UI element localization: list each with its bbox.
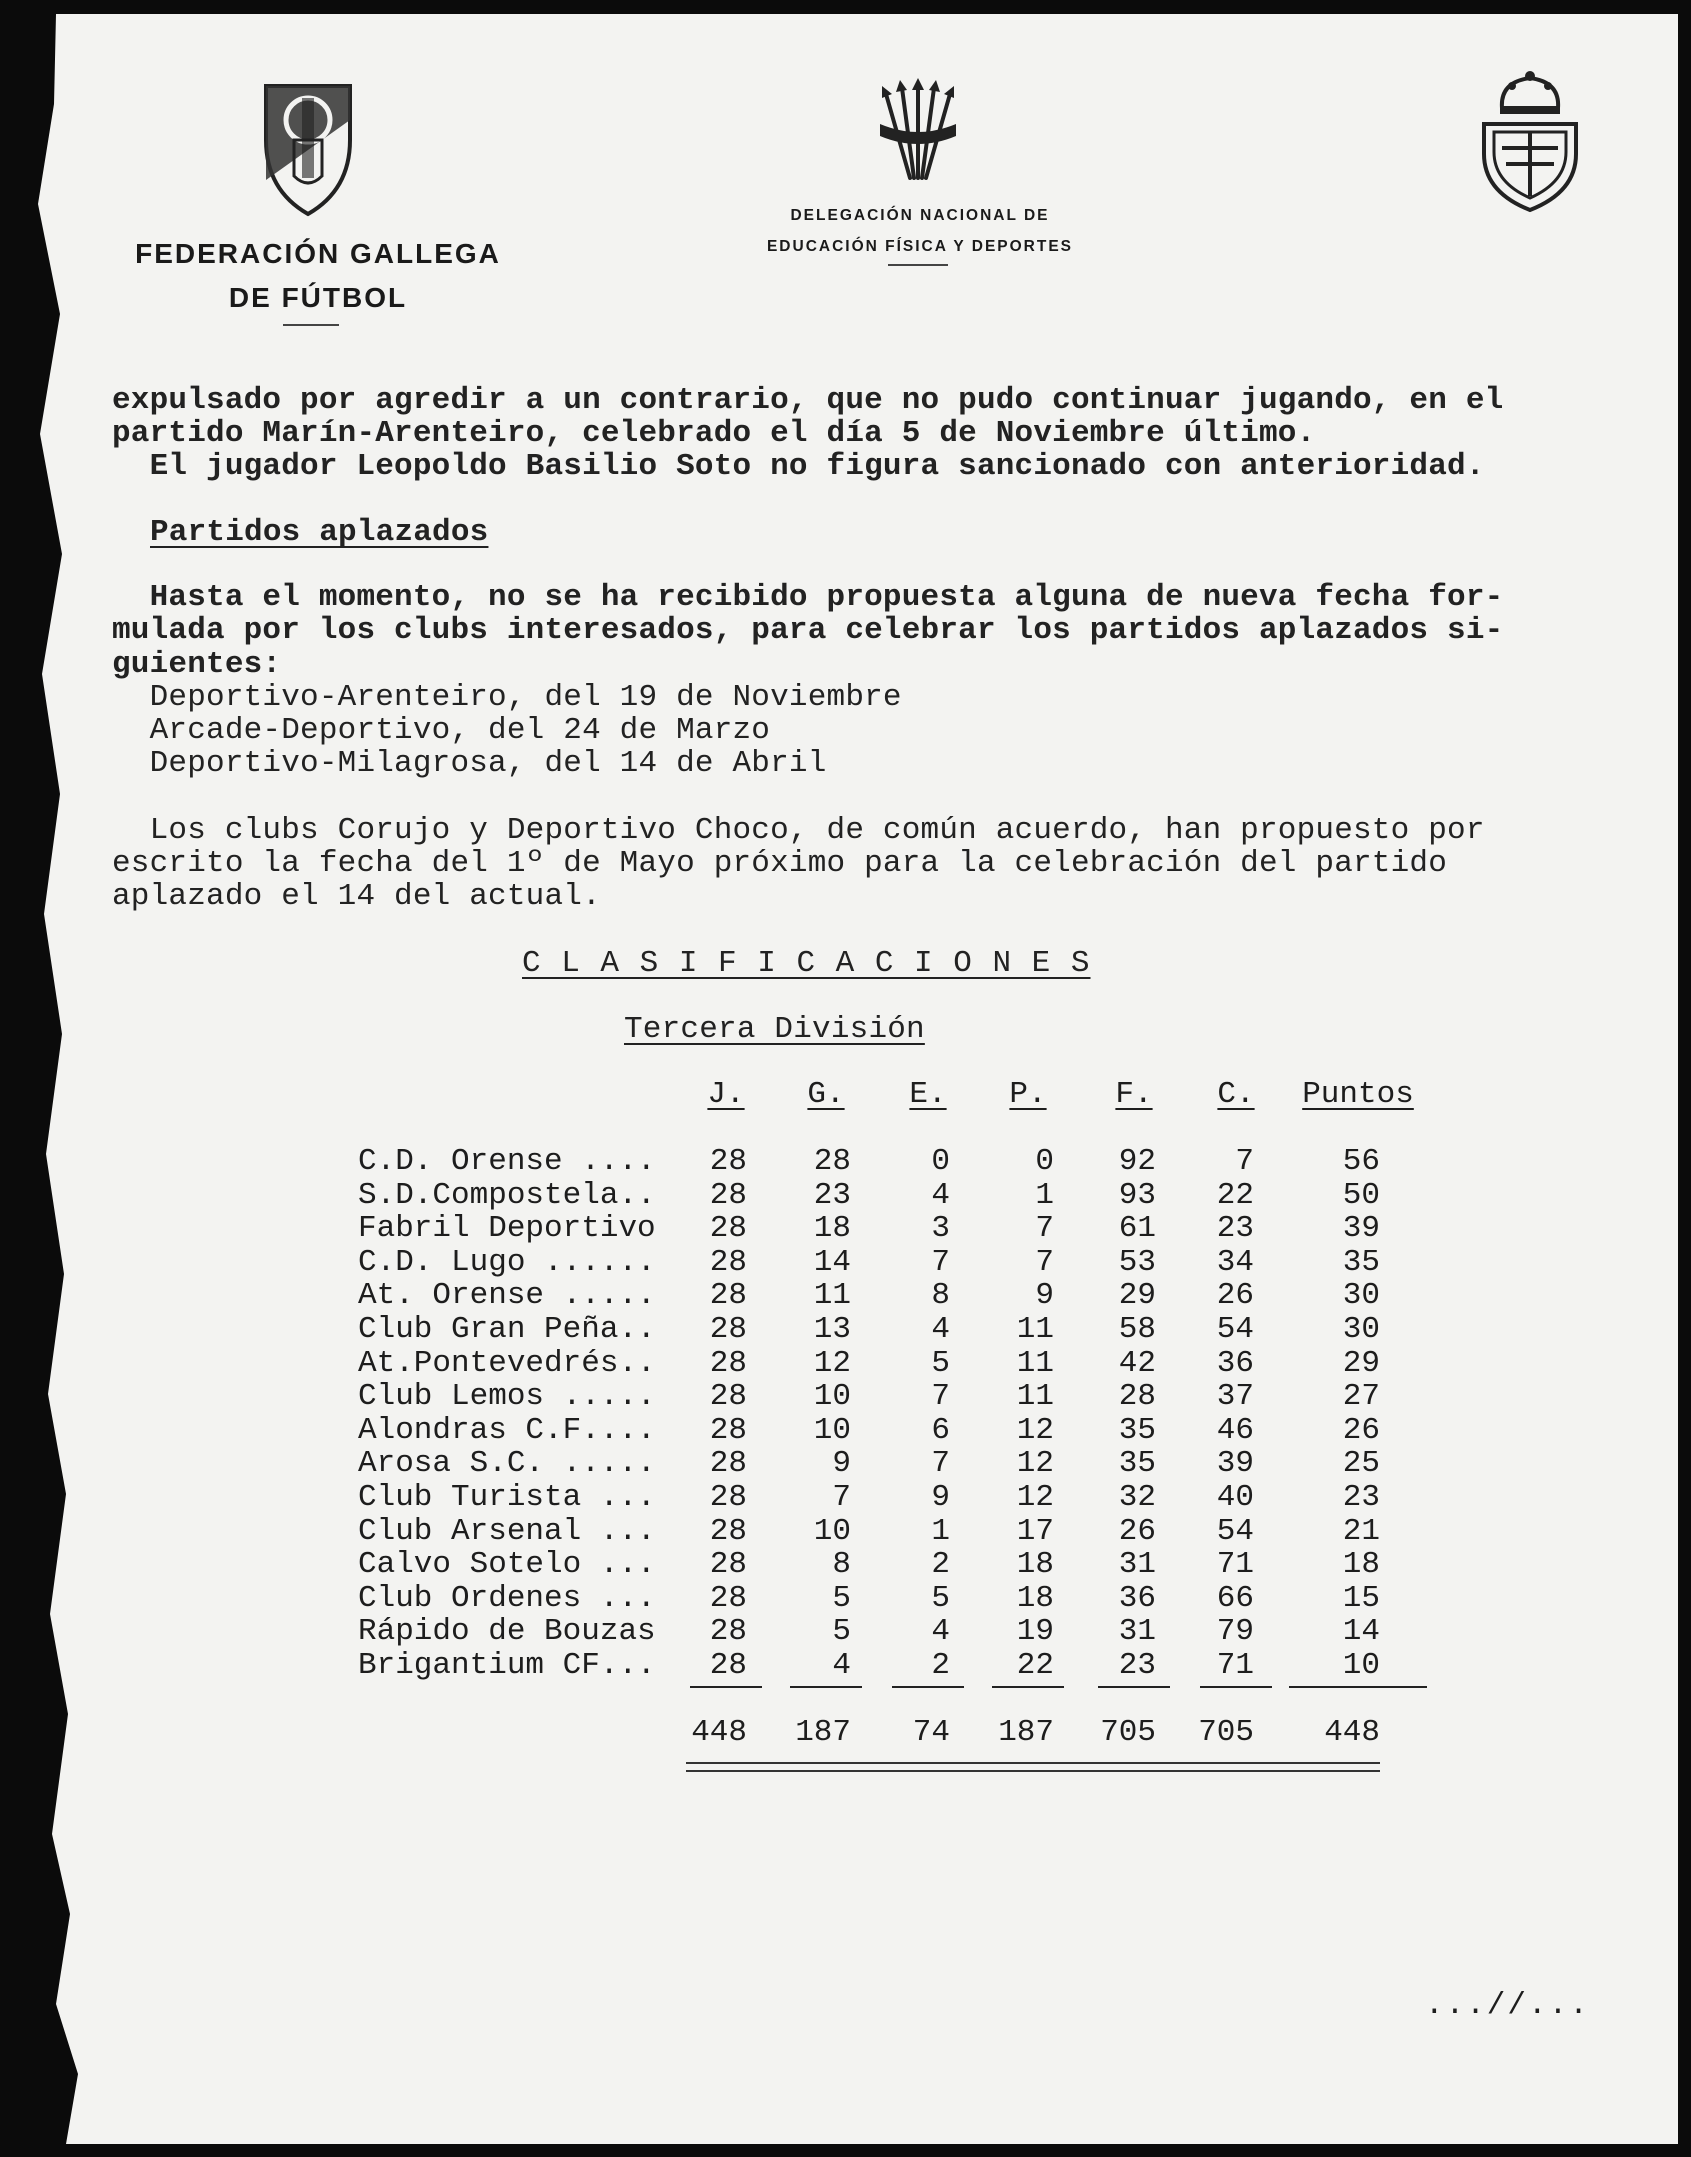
goals-for-cell: 29: [1118, 1278, 1156, 1314]
team-name: Club Gran Peña..: [358, 1312, 656, 1347]
team-name: Club Turista ...: [358, 1480, 656, 1515]
delegation-divider: [888, 264, 948, 266]
lost-cell: 11: [1016, 1312, 1054, 1347]
drawn-cell: 0: [931, 1144, 950, 1179]
won-cell: 13: [813, 1312, 851, 1347]
played-cell: 28: [709, 1513, 747, 1549]
sum-underline: [892, 1686, 964, 1688]
sum-underline: [690, 1686, 762, 1688]
standings-title: C L A S I F I C A C I O N E S: [522, 946, 1091, 981]
points-cell: 30: [1342, 1278, 1380, 1314]
federation-name-line1: FEDERACIÓN GALLEGA: [135, 238, 501, 269]
team-name: Rápido de Bouzas: [358, 1614, 656, 1650]
goals-for-cell: 42: [1118, 1345, 1156, 1381]
points-cell: 29: [1342, 1345, 1380, 1381]
lost-cell: 12: [1016, 1446, 1054, 1482]
goals-for-cell: 28: [1118, 1379, 1156, 1415]
postponed-heading: Partidos aplazados: [150, 515, 489, 550]
postponed-intro-1: Hasta el momento, no se ha recibido propuesta alguna de nueva fecha for-: [112, 580, 1504, 615]
column-header-lost: P.: [1009, 1077, 1047, 1112]
goals-for-cell: 26: [1118, 1513, 1156, 1549]
points-cell: 50: [1342, 1177, 1380, 1213]
won-cell: 12: [813, 1345, 851, 1381]
team-name: S.D.Compostela..: [358, 1177, 656, 1213]
postponed-intro-3: guientes:: [112, 647, 282, 682]
team-name: Club Lemos .....: [358, 1379, 656, 1415]
column-header-goals-for: F.: [1115, 1077, 1153, 1112]
goals-against-cell: 71: [1216, 1547, 1254, 1583]
team-name: At.Pontevedrés..: [358, 1345, 656, 1381]
goals-for-cell: 35: [1118, 1412, 1156, 1448]
drawn-cell: 5: [931, 1580, 950, 1616]
points-cell: 10: [1342, 1648, 1380, 1683]
won-cell: 14: [813, 1244, 851, 1280]
played-cell: 28: [709, 1211, 747, 1247]
lost-cell: 7: [1035, 1244, 1054, 1280]
drawn-total: 74: [912, 1715, 950, 1750]
played-cell: 28: [709, 1614, 747, 1650]
goals-against-cell: 26: [1216, 1278, 1254, 1314]
drawn-cell: 7: [931, 1379, 950, 1415]
lost-cell: 1: [1035, 1177, 1054, 1213]
points-cell: 27: [1342, 1379, 1380, 1415]
won-cell: 4: [832, 1648, 851, 1683]
team-name: Brigantium CF...: [358, 1648, 656, 1683]
points-cell: 35: [1342, 1244, 1380, 1280]
won-cell: 10: [813, 1513, 851, 1549]
won-cell: 8: [832, 1547, 851, 1583]
delegation-name-line1: DELEGACIÓN NACIONAL DE: [790, 207, 1050, 224]
division-heading: Tercera División: [624, 1012, 925, 1047]
column-header-won: G.: [807, 1077, 845, 1112]
goals-for-cell: 23: [1118, 1648, 1156, 1683]
points-cell: 23: [1342, 1480, 1380, 1515]
goals-against-cell: 46: [1216, 1412, 1254, 1448]
goals-against-cell: 34: [1216, 1244, 1254, 1280]
column-header-points: Puntos: [1302, 1077, 1414, 1112]
postponed-match: Arcade-Deportivo, del 24 de Marzo: [112, 713, 771, 748]
played-cell: 28: [709, 1412, 747, 1448]
goals-for-cell: 36: [1118, 1580, 1156, 1616]
goals-for-cell: 92: [1118, 1144, 1156, 1179]
federation-divider: [283, 324, 339, 326]
team-name: C.D. Lugo ......: [358, 1244, 656, 1280]
won-total: 187: [795, 1715, 851, 1750]
team-name: Arosa S.C. .....: [358, 1446, 656, 1482]
sanction-line-3: El jugador Leopoldo Basilio Soto no figura sancionado con anterioridad.: [112, 449, 1485, 484]
points-cell: 21: [1342, 1513, 1380, 1549]
won-cell: 9: [832, 1446, 851, 1482]
won-cell: 5: [832, 1614, 851, 1650]
drawn-cell: 9: [931, 1480, 950, 1515]
goals-against-cell: 79: [1216, 1614, 1254, 1650]
played-cell: 28: [709, 1446, 747, 1482]
sum-underline: [790, 1686, 862, 1688]
column-header-played: J.: [707, 1077, 745, 1112]
lost-cell: 7: [1035, 1211, 1054, 1247]
drawn-cell: 4: [931, 1614, 950, 1650]
played-cell: 28: [709, 1580, 747, 1616]
points-cell: 30: [1342, 1312, 1380, 1347]
goals-against-cell: 39: [1216, 1446, 1254, 1482]
goals-against-total: 705: [1198, 1715, 1254, 1750]
continuation-mark: ...//...: [1425, 1988, 1590, 2023]
points-cell: 26: [1342, 1412, 1380, 1448]
lost-cell: 17: [1016, 1513, 1054, 1549]
team-name: Calvo Sotelo ...: [358, 1547, 656, 1583]
goals-for-cell: 31: [1118, 1614, 1156, 1650]
team-name: C.D. Orense ....: [358, 1144, 656, 1179]
lost-cell: 9: [1035, 1278, 1054, 1314]
lost-cell: 12: [1016, 1480, 1054, 1515]
drawn-cell: 6: [931, 1412, 950, 1448]
agreement-line-3: aplazado el 14 del actual.: [112, 879, 601, 914]
team-name: Alondras C.F....: [358, 1412, 656, 1448]
played-total: 448: [691, 1715, 747, 1750]
won-cell: 23: [813, 1177, 851, 1213]
points-cell: 56: [1342, 1144, 1380, 1179]
played-cell: 28: [709, 1480, 747, 1515]
won-cell: 10: [813, 1412, 851, 1448]
lost-cell: 18: [1016, 1580, 1054, 1616]
drawn-cell: 4: [931, 1177, 950, 1213]
yoke-and-arrows-icon: [874, 78, 962, 184]
points-total: 448: [1324, 1715, 1380, 1750]
lost-cell: 18: [1016, 1547, 1054, 1583]
federation-crest-icon: [260, 80, 356, 218]
sum-underline: [1098, 1686, 1170, 1688]
federation-name: [118, 232, 518, 320]
drawn-cell: 7: [931, 1244, 950, 1280]
points-cell: 39: [1342, 1211, 1380, 1247]
played-cell: 28: [709, 1547, 747, 1583]
goals-against-cell: 36: [1216, 1345, 1254, 1381]
totals-double-rule: [686, 1762, 1380, 1772]
crowned-shield-icon: [1480, 68, 1580, 214]
won-cell: 18: [813, 1211, 851, 1247]
played-cell: 28: [709, 1345, 747, 1381]
points-cell: 18: [1342, 1547, 1380, 1583]
drawn-cell: 2: [931, 1547, 950, 1583]
played-cell: 28: [709, 1144, 747, 1179]
lost-cell: 11: [1016, 1379, 1054, 1415]
won-cell: 5: [832, 1580, 851, 1616]
team-name: At. Orense .....: [358, 1278, 656, 1314]
lost-cell: 11: [1016, 1345, 1054, 1381]
goals-against-cell: 54: [1216, 1513, 1254, 1549]
postponed-match: Deportivo-Milagrosa, del 14 de Abril: [112, 746, 827, 781]
postponed-intro-2: mulada por los clubs interesados, para celebrar los partidos aplazados si-: [112, 613, 1504, 648]
played-cell: 28: [709, 1379, 747, 1415]
goals-for-cell: 32: [1118, 1480, 1156, 1515]
team-name: Club Arsenal ...: [358, 1513, 656, 1549]
played-cell: 28: [709, 1177, 747, 1213]
goals-against-cell: 54: [1216, 1312, 1254, 1347]
column-header-goals-against: C.: [1217, 1077, 1255, 1112]
goals-against-cell: 23: [1216, 1211, 1254, 1247]
sum-underline: [992, 1686, 1064, 1688]
goals-for-cell: 61: [1118, 1211, 1156, 1247]
played-cell: 28: [709, 1648, 747, 1683]
goals-against-cell: 40: [1216, 1480, 1254, 1515]
lost-cell: 12: [1016, 1412, 1054, 1448]
goals-for-cell: 53: [1118, 1244, 1156, 1280]
goals-against-cell: 66: [1216, 1580, 1254, 1616]
goals-for-cell: 93: [1118, 1177, 1156, 1213]
agreement-line-2: escrito la fecha del 1º de Mayo próximo para la celebración del partido: [112, 846, 1448, 881]
goals-for-cell: 58: [1118, 1312, 1156, 1347]
points-cell: 14: [1342, 1614, 1380, 1650]
won-cell: 28: [813, 1144, 851, 1179]
goals-against-cell: 71: [1216, 1648, 1254, 1683]
goals-against-cell: 37: [1216, 1379, 1254, 1415]
won-cell: 10: [813, 1379, 851, 1415]
federation-name-line2: DE FÚTBOL: [228, 282, 408, 313]
team-name: Fabril Deportivo: [358, 1211, 656, 1247]
postponed-match: Deportivo-Arenteiro, del 19 de Noviembre: [112, 680, 902, 715]
sum-underline: [1289, 1686, 1427, 1688]
delegation-name: [720, 200, 1120, 262]
drawn-cell: 7: [931, 1446, 950, 1482]
goals-against-cell: 7: [1235, 1144, 1254, 1179]
goals-for-total: 705: [1100, 1715, 1156, 1750]
goals-for-cell: 35: [1118, 1446, 1156, 1482]
drawn-cell: 2: [931, 1648, 950, 1683]
column-header-drawn: E.: [909, 1077, 947, 1112]
won-cell: 11: [813, 1278, 851, 1314]
goals-for-cell: 31: [1118, 1547, 1156, 1583]
agreement-line-1: Los clubs Corujo y Deportivo Choco, de común acuerdo, han propuesto por: [112, 813, 1485, 848]
team-name: Club Ordenes ...: [358, 1580, 656, 1616]
drawn-cell: 4: [931, 1312, 950, 1347]
lost-total: 187: [998, 1715, 1054, 1750]
goals-against-cell: 22: [1216, 1177, 1254, 1213]
points-cell: 25: [1342, 1446, 1380, 1482]
won-cell: 7: [832, 1480, 851, 1515]
drawn-cell: 5: [931, 1345, 950, 1381]
played-cell: 28: [709, 1244, 747, 1280]
played-cell: 28: [709, 1312, 747, 1347]
played-cell: 28: [709, 1278, 747, 1314]
sum-underline: [1200, 1686, 1272, 1688]
lost-cell: 19: [1016, 1614, 1054, 1650]
points-cell: 15: [1342, 1580, 1380, 1616]
drawn-cell: 8: [931, 1278, 950, 1314]
lost-cell: 22: [1016, 1648, 1054, 1683]
drawn-cell: 3: [931, 1211, 950, 1247]
delegation-name-line2: EDUCACIÓN FÍSICA Y DEPORTES: [766, 238, 1074, 255]
sanction-line-2: partido Marín-Arenteiro, celebrado el día 5 de Noviembre último.: [112, 416, 1316, 451]
sanction-line-1: expulsado por agredir a un contrario, que no pudo continuar jugando, en el: [112, 383, 1504, 418]
drawn-cell: 1: [931, 1513, 950, 1549]
lost-cell: 0: [1035, 1144, 1054, 1179]
